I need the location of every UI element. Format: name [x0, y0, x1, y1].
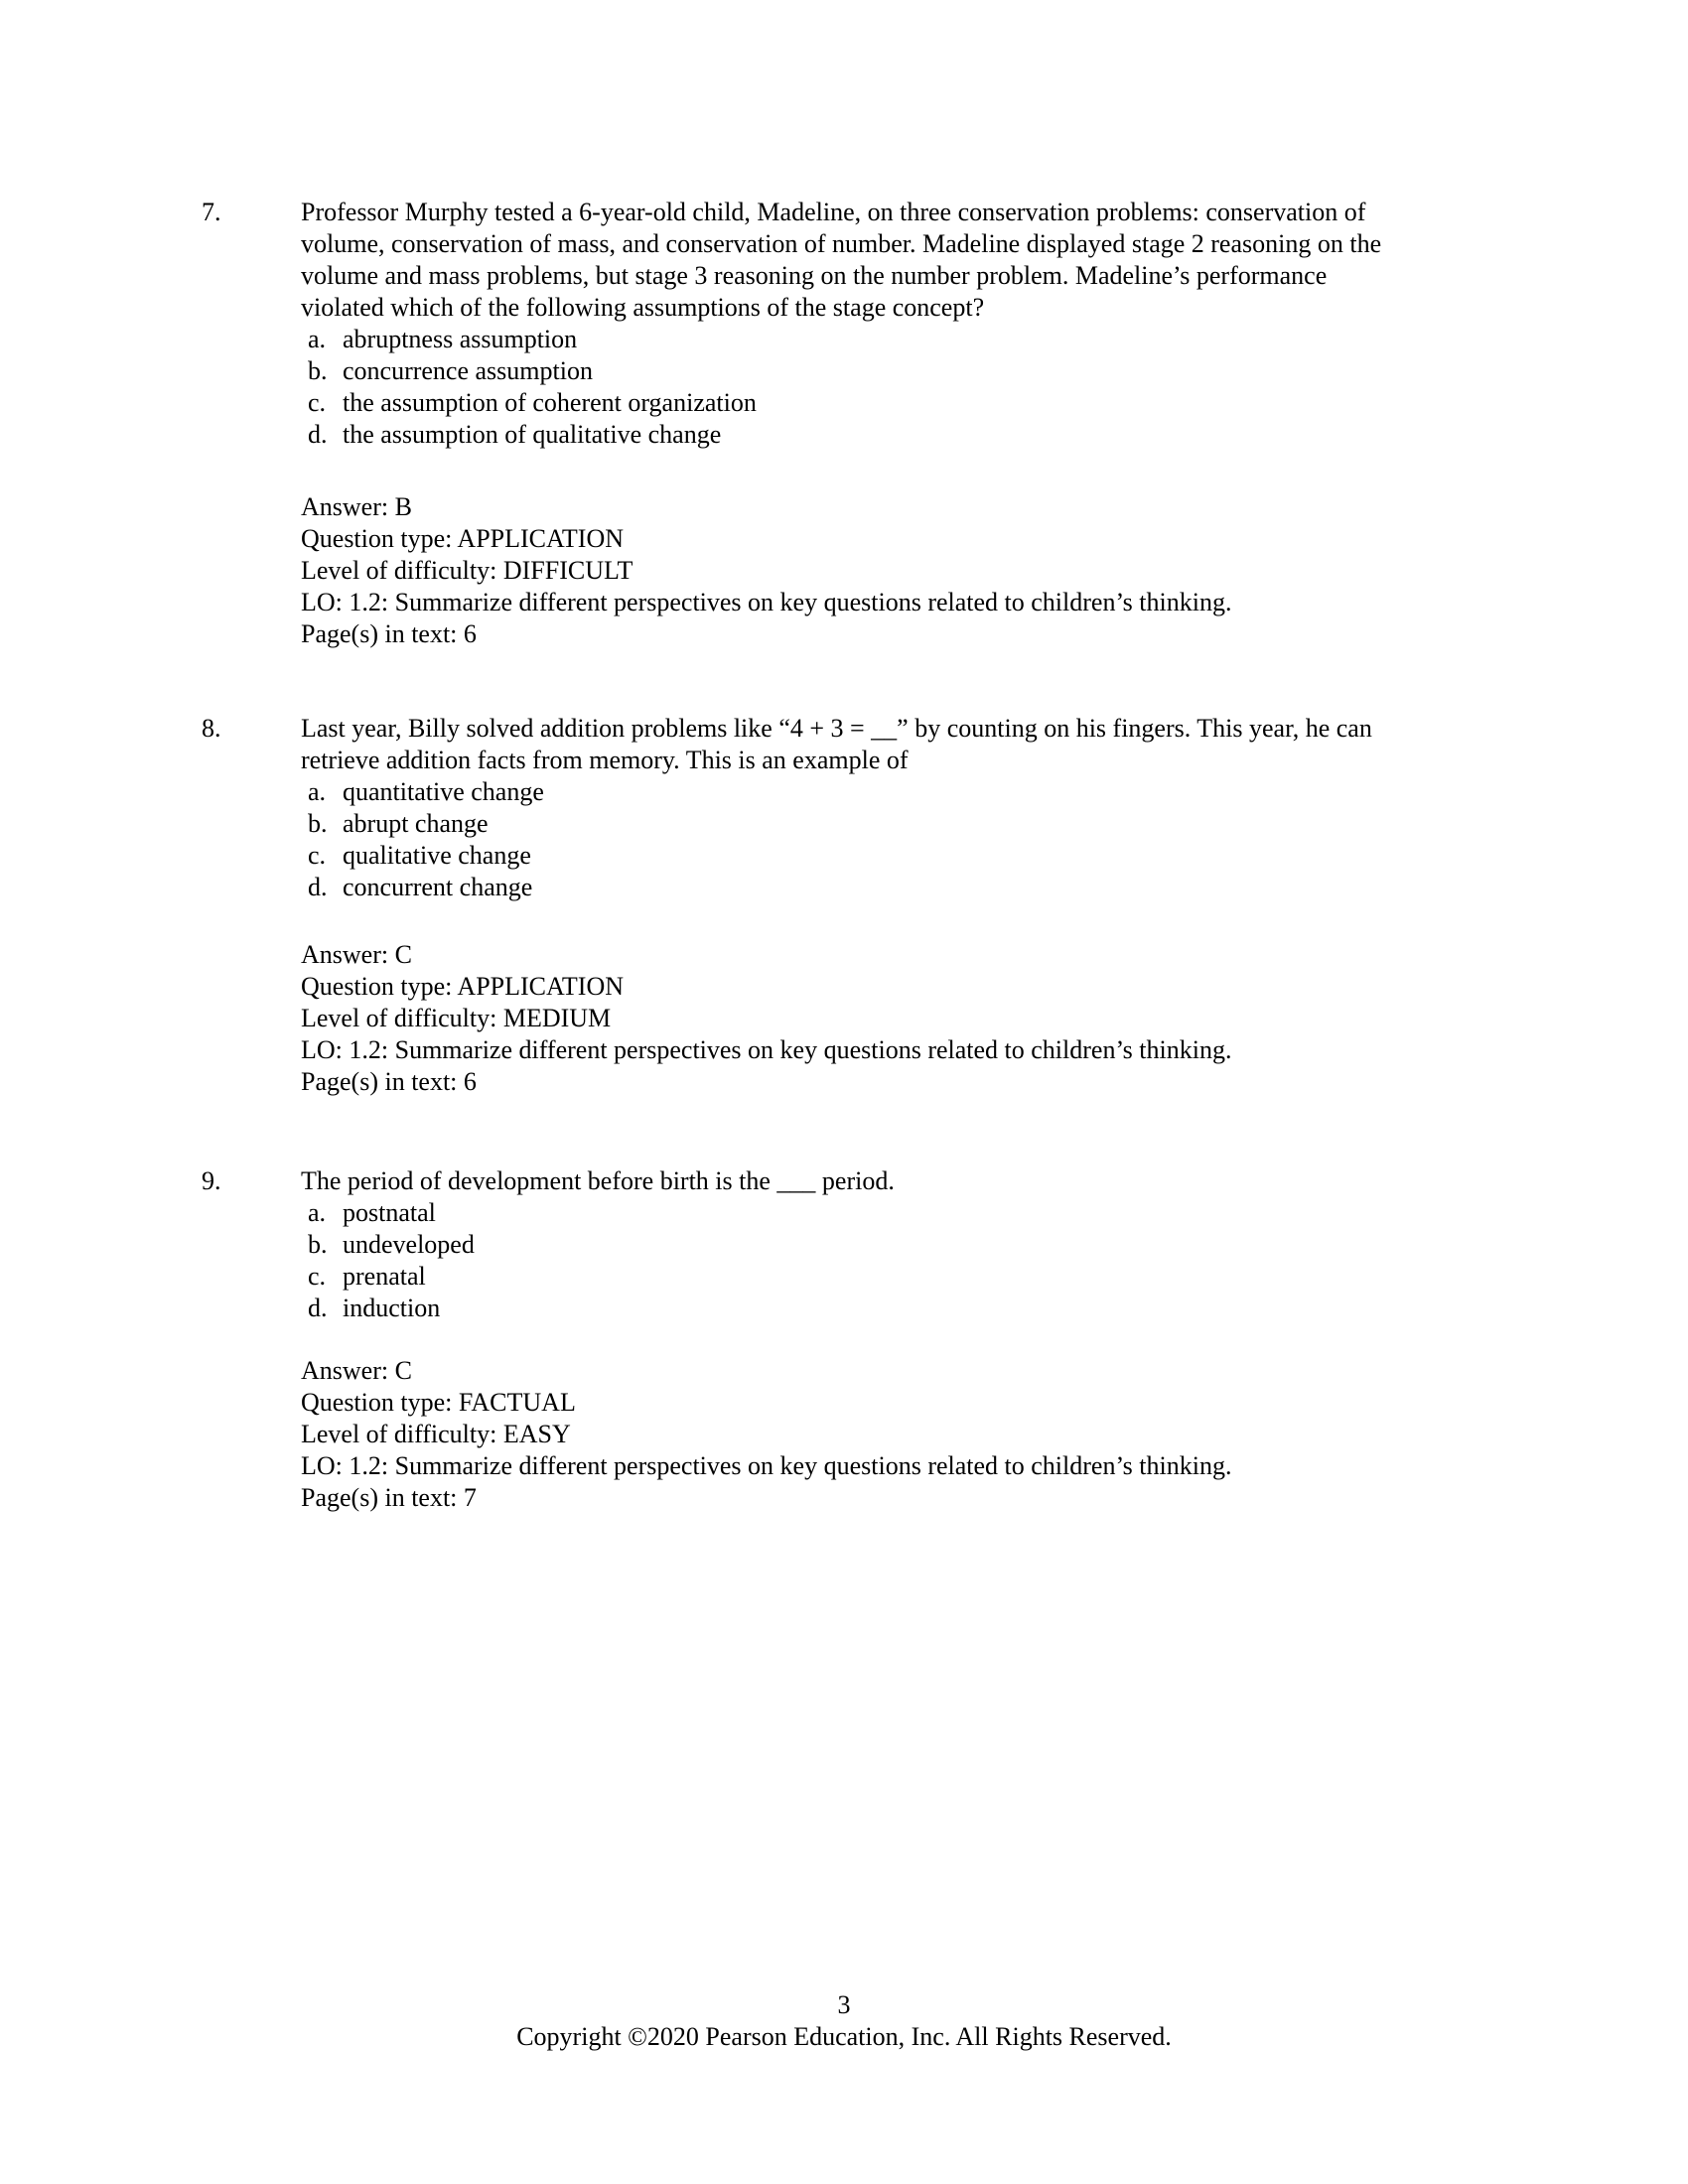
answer-meta-line: Level of difficulty: MEDIUM	[301, 1004, 612, 1032]
answer-option	[308, 387, 1492, 419]
option-letter: b.	[308, 356, 328, 385]
answer-option	[308, 776, 1492, 808]
answer-meta-line: Answer: C	[301, 1356, 412, 1385]
copyright-notice: Copyright ©2020 Pearson Education, Inc. All Rights Reserved.	[516, 2022, 1172, 2051]
option-text: concurrent change	[343, 873, 533, 901]
question-block	[202, 197, 1492, 650]
answer-option	[308, 872, 1492, 903]
question-body	[301, 1165, 1492, 1514]
answer-meta-block	[301, 939, 1492, 1098]
option-text: prenatal	[343, 1262, 426, 1291]
question-stem-line: Professor Murphy tested a 6-year-old child, Madeline, on three conservation problems: conservation of	[301, 198, 1366, 226]
option-letter: c.	[308, 841, 327, 870]
answer-meta-line: Answer: C	[301, 940, 412, 969]
answer-meta-line: Level of difficulty: EASY	[301, 1420, 571, 1448]
option-letter: b.	[308, 809, 328, 838]
question-body	[301, 197, 1492, 650]
question-row	[202, 713, 1492, 1098]
question-stem-line: violated which of the following assumptions of the stage concept?	[301, 293, 985, 322]
option-letter: c.	[308, 1262, 327, 1291]
question-stem-line: retrieve addition facts from memory. This is an example of	[301, 746, 909, 774]
answer-meta-line: Level of difficulty: DIFFICULT	[301, 556, 633, 585]
answer-option	[308, 1229, 1492, 1261]
option-letter: c.	[308, 388, 327, 417]
answer-option	[308, 324, 1492, 355]
option-text: the assumption of coherent organization	[343, 388, 757, 417]
answer-option	[308, 1197, 1492, 1229]
answer-meta-line: Question type: APPLICATION	[301, 524, 624, 553]
answer-option	[308, 1293, 1492, 1324]
question-number: 7.	[202, 198, 221, 226]
questions-list	[202, 197, 1492, 1514]
question-number: 9.	[202, 1166, 221, 1195]
question-stem-line: The period of development before birth is the ___ period.	[301, 1166, 895, 1195]
answer-meta-block	[301, 1355, 1492, 1514]
question-block	[202, 713, 1492, 1098]
option-letter: d.	[308, 420, 328, 449]
answer-option	[308, 1261, 1492, 1293]
option-text: qualitative change	[343, 841, 531, 870]
question-body	[301, 713, 1492, 1098]
answer-meta-line: LO: 1.2: Summarize different perspectives on key questions related to children’s thinking.	[301, 1035, 1232, 1064]
question-row	[202, 1165, 1492, 1514]
answer-meta-line: Answer: B	[301, 492, 412, 521]
answer-option	[308, 840, 1492, 872]
option-letter: d.	[308, 873, 328, 901]
answer-option	[308, 355, 1492, 387]
answer-meta-line: Page(s) in text: 6	[301, 1067, 477, 1096]
option-letter: a.	[308, 325, 327, 353]
question-row	[202, 197, 1492, 650]
answer-meta-line: LO: 1.2: Summarize different perspectives on key questions related to children’s thinking.	[301, 588, 1232, 616]
page-number: 3	[837, 1990, 851, 2019]
question-stem-line: volume and mass problems, but stage 3 reasoning on the number problem. Madeline’s performance	[301, 261, 1328, 290]
option-text: induction	[343, 1294, 441, 1322]
option-text: undeveloped	[343, 1230, 475, 1259]
option-letter: b.	[308, 1230, 328, 1259]
answer-meta-block	[301, 491, 1492, 650]
answer-option	[308, 808, 1492, 840]
page-footer	[0, 1989, 1688, 2053]
question-stem-line: Last year, Billy solved addition problems like “4 + 3 = __” by counting on his fingers. This year, he can	[301, 714, 1372, 743]
answer-meta-line: Page(s) in text: 7	[301, 1483, 477, 1512]
answer-meta-line: LO: 1.2: Summarize different perspectives on key questions related to children’s thinking.	[301, 1451, 1232, 1480]
option-text: quantitative change	[343, 777, 544, 806]
question-stem-line: volume, conservation of mass, and conservation of number. Madeline displayed stage 2 reasoning on the	[301, 229, 1382, 258]
option-text: the assumption of qualitative change	[343, 420, 722, 449]
option-text: concurrence assumption	[343, 356, 593, 385]
option-letter: a.	[308, 777, 327, 806]
option-text: abruptness assumption	[343, 325, 578, 353]
question-number: 8.	[202, 714, 221, 743]
option-letter: a.	[308, 1198, 327, 1227]
option-text: postnatal	[343, 1198, 436, 1227]
answer-option	[308, 419, 1492, 451]
option-text: abrupt change	[343, 809, 489, 838]
question-block	[202, 1165, 1492, 1514]
answer-meta-line: Question type: APPLICATION	[301, 972, 624, 1001]
answer-meta-line: Page(s) in text: 6	[301, 619, 477, 648]
option-letter: d.	[308, 1294, 328, 1322]
answer-meta-line: Question type: FACTUAL	[301, 1388, 576, 1417]
